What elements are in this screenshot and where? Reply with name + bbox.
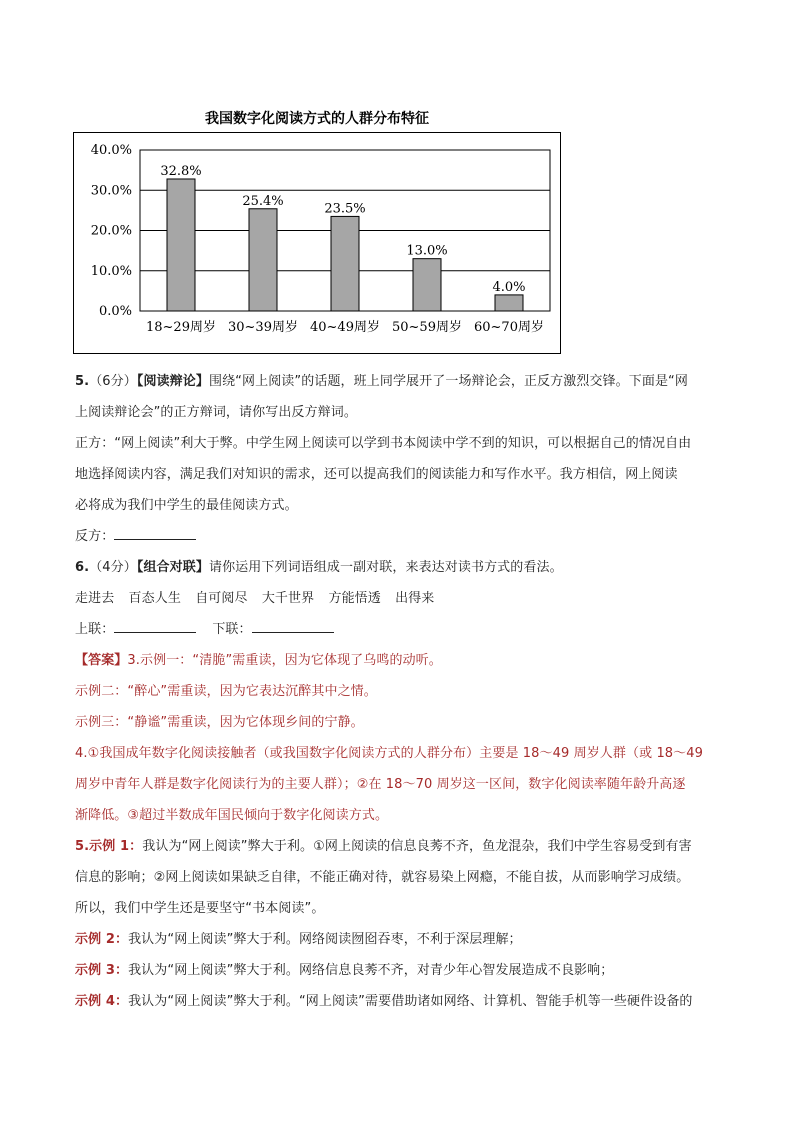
answer-5-ex1-label: 5.示例 1： xyxy=(75,839,143,854)
y-tick-label: 40.0% xyxy=(90,143,132,158)
answer-5-ex1-text: 我认为“网上阅读”弊大于利。①网上阅读的信息良莠不齐，鱼龙混杂，我们中学生容易受到有害 xyxy=(142,839,692,854)
answer-5-ex2-label: 示例 2： xyxy=(75,932,129,947)
answer-3-ex2: 示例二：“醉心”需重读，因为它表达沉醉其中之情。 xyxy=(75,684,377,699)
q5-tag: 【阅读辩论】 xyxy=(136,374,209,389)
x-tick-label: 50~59周岁 xyxy=(392,320,462,335)
bar-chart xyxy=(73,108,561,354)
y-tick-label: 10.0% xyxy=(90,263,132,279)
q6-word: 百态人生 xyxy=(128,591,181,606)
chart-plot xyxy=(74,133,560,353)
q5-fan-row xyxy=(75,521,730,552)
answer-3-ex3: 示例三：“静谧”需重读，因为它体现乡间的宁静。 xyxy=(75,715,364,730)
bar xyxy=(167,179,195,311)
x-tick-label: 18~29周岁 xyxy=(146,320,216,335)
answer-5-ex4 xyxy=(75,986,730,1017)
q6-word: 方能悟透 xyxy=(328,591,381,606)
y-tick-label: 0.0% xyxy=(98,304,132,319)
data-label: 4.0% xyxy=(492,279,526,295)
answer-5-ex3-text: 我认为“网上阅读”弊大于利。网络信息良莠不齐，对青少年心智发展造成不良影响； xyxy=(128,963,614,978)
q6-prompt-text: 请你运用下列词语组成一副对联，来表达对读书方式的看法。 xyxy=(208,560,563,575)
q6-word: 大千世界 xyxy=(261,591,315,606)
answer-5-line3: 所以，我们中学生还是要坚守“书本阅读”。 xyxy=(75,901,325,916)
q6-word: 自可阅尽 xyxy=(195,591,248,606)
data-label: 25.4% xyxy=(242,193,284,209)
bar xyxy=(495,295,523,311)
q5-zheng-line1: 正方：“网上阅读”利大于弊。中学生网上阅读可以学到书本阅读中学不到的知识，可以根据自己的情况自由 xyxy=(75,436,692,451)
q6-prompt xyxy=(75,552,730,583)
q5-zheng-line3: 必将成为我们中学生的最佳阅读方式。 xyxy=(75,498,298,513)
answer-5-ex2-text: 我认为“网上阅读”弊大于利。网络阅读囫囵吞枣，不利于深层理解； xyxy=(128,932,522,947)
q5-prompt-line1 xyxy=(75,366,730,397)
chart-frame xyxy=(73,132,561,354)
answer-3-ex1-text: 3.示例一：“清脆”需重读，因为它体现了乌鸣的动听。 xyxy=(127,653,442,668)
answer-4-line2: 周岁中青年人群是数字化阅读行为的主要人群）；②在 18～70 周岁这一区间，数字化阅读率随年龄升高逐 xyxy=(75,777,686,792)
q6-couplet-row xyxy=(75,614,730,645)
bar xyxy=(413,259,441,311)
chart-title: 我国数字化阅读方式的人群分布特征 xyxy=(205,111,429,127)
answer-5-ex4-text: 我认为“网上阅读”弊大于利。“网上阅读”需要借助诸如网络、计算机、智能手机等一些硬件设备的 xyxy=(128,994,693,1009)
answer-3-ex1 xyxy=(75,645,730,676)
shang-answer-blank[interactable] xyxy=(114,618,196,633)
q5-number: 5. xyxy=(75,374,90,389)
xia-answer-blank[interactable] xyxy=(252,618,334,633)
document-body xyxy=(75,366,730,1017)
q5-prompt-line2: 上阅读辩论会”的正方辩词，请你写出反方辩词。 xyxy=(75,405,357,420)
answer-5-ex3-label: 示例 3： xyxy=(75,963,129,978)
q5-zheng-line2: 地选择阅读内容，满足我们对知识的需求，还可以提高我们的阅读能力和写作水平。我方相信，网上阅读 xyxy=(75,467,678,482)
answer-5-ex4-label: 示例 4： xyxy=(75,994,129,1009)
x-tick-label: 60~70周岁 xyxy=(474,320,544,335)
answer-5-ex3 xyxy=(75,955,730,986)
x-tick-label: 40~49周岁 xyxy=(310,320,380,335)
q6-word: 走进去 xyxy=(75,591,115,606)
data-label: 23.5% xyxy=(324,201,366,217)
fan-answer-blank[interactable] xyxy=(114,525,196,540)
q6-score: （4分） xyxy=(89,560,137,575)
answer-4-line1: 4.①我国成年数字化阅读接触者（或我国数字化阅读方式的人群分布）主要是 18～49 周岁人群（或 18～49 xyxy=(75,746,704,761)
data-label: 32.8% xyxy=(160,163,202,179)
answer-4-line3: 渐降低。③超过半数成年国民倾向于数字化阅读方式。 xyxy=(75,808,389,823)
q6-word-list xyxy=(75,583,730,614)
xia-label: 下联： xyxy=(212,622,252,637)
q6-word: 出得来 xyxy=(395,591,435,606)
y-tick-label: 20.0% xyxy=(90,223,132,239)
q5-fan-label: 反方： xyxy=(75,529,115,544)
q5-prompt-text1: 围绕“网上阅读”的话题，班上同学展开了一场辩论会，正反方激烈交锋。下面是“网 xyxy=(208,374,688,389)
data-label: 13.0% xyxy=(406,243,448,259)
answer-5-line1 xyxy=(75,831,730,862)
q6-tag: 【组合对联】 xyxy=(136,560,209,575)
answer-tag: 【答案】 xyxy=(75,653,128,668)
answer-5-ex2 xyxy=(75,924,730,955)
x-tick-label: 30~39周岁 xyxy=(228,320,298,335)
answer-5-line2: 信息的影响；②网上阅读如果缺乏自律，不能正确对待，就容易染上网瘾，不能自拔，从而影响学习成绩。 xyxy=(75,870,690,885)
bar xyxy=(331,216,359,311)
q5-score: （6分） xyxy=(89,374,137,389)
y-tick-label: 30.0% xyxy=(90,183,132,199)
q6-number: 6. xyxy=(75,560,90,575)
bar xyxy=(249,209,277,311)
shang-label: 上联： xyxy=(75,622,115,637)
